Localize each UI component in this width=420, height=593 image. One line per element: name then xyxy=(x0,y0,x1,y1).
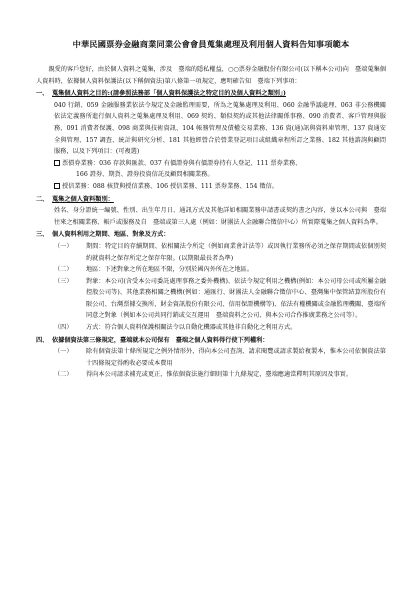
section-1-body: 040 行銷、059 金融服務業依法令規定及金融監理需要，所為之蒐集處理及利用、060 金融爭議處理、063 非公務機關依法定義務所進行個人資料之蒐集處理及利用、069 契約、類似契約或其他法律關係事務、090 消費者、客戶管理與服務、091 消費者保護、098 商業與技術資訊、104 帳務管理及債權交易業務、136 資(通)訊與資料庫管理、137 資通安全與管理、157 調查、統計與研究分析、181 其他經營合於營業登記項目或組織章程所訂之業務、182 其他諮詢與顧問服務，以及下列項目：(可複選) xyxy=(54,101,386,156)
item-text: 除有個資法第十條所規定之例外情形外，得向本公司查詢、請求閱覽或請求製給複製本，惟本公司依個資法第十四條規定得酌收必要成本費用 xyxy=(86,348,386,367)
checkbox-icon[interactable] xyxy=(54,160,60,166)
item-body: 符合個人資料保護相關法令以自動化機器或其他非自動化之利用方式。 xyxy=(104,324,297,332)
item-body: 本公司(含受本公司委託處理事務之委外機構)、依法令規定利用之機構(例如：本公司母公司或所屬金融控股公司等)、其他業務相關之機構(例如：通匯行、財團法人金融聯合徵信中心、臺灣集中保管結算所股份有限公司、台灣票據交換所、財金資訊股份有限公司、信用保證機構等)、依法有權機關或金融監理機關、臺端所同意之對象（例如本公司共同行銷或交互運用 臺端資料之公司、與本公司合作推廣業務之公司等）。 xyxy=(86,277,386,320)
section-4-heading xyxy=(36,335,386,347)
checkbox-bills-bonds-label-cont: 166 證券、期貨、證券投資信託及顧問相關業務。 xyxy=(76,171,214,179)
item-label: 方式： xyxy=(86,324,105,332)
section-1-heading xyxy=(36,88,386,100)
checkbox-bills-bonds[interactable] xyxy=(36,158,386,170)
item-number: （二） xyxy=(54,371,73,379)
section-4-item xyxy=(36,369,386,381)
item-text: 得向本公司請求補充或更正，惟依個資法施行細則第十九條規定，臺端應適當釋明其原因及事實。 xyxy=(86,371,353,379)
item-label: 期間： xyxy=(86,242,105,250)
section-2-title: 蒐集之個人資料類別： xyxy=(52,195,114,203)
item-body: 下述對象之所在地區不限，分別於國內外所在之地區。 xyxy=(104,266,254,274)
item-label: 對象： xyxy=(86,277,105,285)
section-3-number: 三、 xyxy=(36,231,49,239)
section-1-title: 蒐集個人資料之目的:(請參照法務部「個人資料保護法之特定目的及個人資料之類別」) xyxy=(52,90,286,98)
item-number: （一） xyxy=(54,242,73,250)
section-3-title: 個人資料利用之期間、地區、對象及方式： xyxy=(52,231,170,239)
section-3-item xyxy=(36,276,386,322)
item-number: （一） xyxy=(54,348,73,356)
intro-paragraph: 親愛的客戶您好，由於個人資料之蒐集，涉及 臺端的隱私權益，○○票券金融股份有限公司(以下稱本公司)向 臺端蒐集個人資料時，依據個人資料保護法(以下稱個資法)第八條第一項規定，應明確告知 臺端下列事項： xyxy=(36,66,386,85)
checkbox-icon[interactable] xyxy=(54,183,60,189)
section-4-title: 依據個資法第三條規定，臺端就本公司保有 臺端之個人資料得行使下列權利： xyxy=(52,336,269,344)
item-text xyxy=(86,241,386,264)
section-1-number: 一、 xyxy=(36,90,49,98)
section-4-number: 四、 xyxy=(36,336,49,344)
section-2-number: 二、 xyxy=(36,195,49,203)
item-body: 特定目的存續期間、依相關法令所定（例如商業會計法等）或因執行業務所必須之保存期間或依個別契約就資料之保存所定之保存年限。(以期限最長者為準) xyxy=(86,242,387,262)
item-number: （二） xyxy=(54,266,73,274)
item-number: （三） xyxy=(54,277,73,285)
section-3-heading xyxy=(36,229,386,241)
section-3-item xyxy=(36,241,386,264)
checkbox-bills-bonds-label: 票債券業務：036 存款與匯款、037 有價證券與有價證券持有人登記、111 票券業務、 xyxy=(62,159,302,167)
item-label: 地區： xyxy=(86,266,105,274)
section-4-item xyxy=(36,346,386,369)
section-2-body: 姓名、身分證統一編號、性別、出生年月日、通訊方式及其他詳如相關業務申請書或契約書之內容，並以本公司與 臺端往來之相關業務、帳戶或服務及自 臺端或第三人處（例如：財團法人金融聯合徵信中心）所實際蒐集之個人資料為準。 xyxy=(54,207,386,226)
item-number: （四） xyxy=(54,324,73,332)
item-text xyxy=(86,264,386,276)
checkbox-credit[interactable] xyxy=(36,181,386,193)
section-3-item xyxy=(36,322,386,334)
item-text xyxy=(86,322,386,334)
document-title: 中華民國票券金融商業同業公會會員蒐集處理及利用個人資料告知事項範本 xyxy=(72,39,350,49)
section-2-heading xyxy=(36,194,386,206)
checkbox-credit-label: 授信業務：088 核貸與授信業務、106 授信業務、111 票券業務、154 徵信。 xyxy=(62,182,278,190)
section-3-item xyxy=(36,264,386,276)
item-text xyxy=(86,276,386,322)
